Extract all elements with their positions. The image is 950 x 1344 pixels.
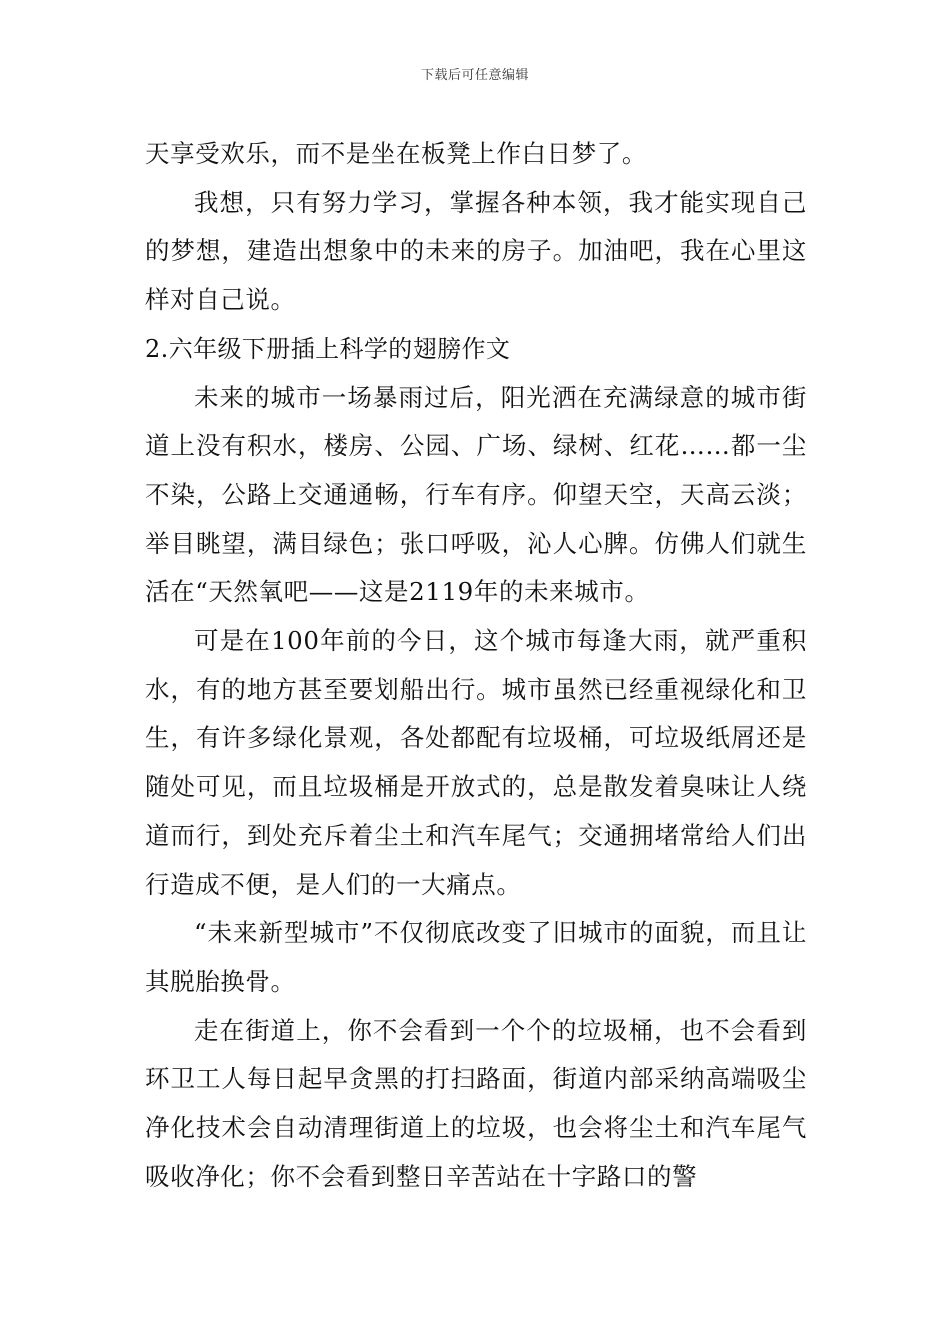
paragraph: “未来新型城市”不仅彻底改变了旧城市的面貌，而且让其脱胎换骨。: [145, 918, 807, 996]
paragraph: 未来的城市一场暴雨过后，阳光洒在充满绿意的城市街道上没有积水，楼房、公园、广场、绿树、红花……都一尘不染，公路上交通通畅，行车有序。仰望天空，天高云淡；举目眺望，满目绿色；张口呼吸，沁人心脾。仿佛人们就生活在“天然氧吧——这是2119年的未来城市。: [145, 382, 807, 607]
page-header-note: 下载后可任意编辑: [420, 68, 529, 83]
section-heading: 2.六年级下册插上科学的翅膀作文: [145, 334, 511, 363]
paragraph: 可是在100年前的今日，这个城市每逢大雨，就严重积水，有的地方甚至要划船出行。城市虽然已经重视绿化和卫生，有许多绿化景观，各处都配有垃圾桶，可垃圾纸屑还是随处可见，而且垃圾桶是开放式的，总是散发着臭味让人绕道而行，到处充斥着尘土和汽车尾气；交通拥堵常给人们出行造成不便，是人们的一大痛点。: [145, 626, 807, 899]
paragraph-continuation: 天享受欢乐，而不是坐在板凳上作白日梦了。: [145, 139, 647, 168]
paragraph: 我想，只有努力学习，掌握各种本领，我才能实现自己的梦想，建造出想象中的未来的房子。加油吧，我在心里这样对自己说。: [145, 187, 807, 315]
paragraph: 走在街道上，你不会看到一个个的垃圾桶，也不会看到环卫工人每日起早贪黑的打扫路面，街道内部采纳高端吸尘净化技术会自动清理街道上的垃圾，也会将尘土和汽车尾气吸收净化；你不会看到整日辛苦站在十字路口的警: [145, 1015, 807, 1191]
document-body: [145, 130, 807, 1201]
